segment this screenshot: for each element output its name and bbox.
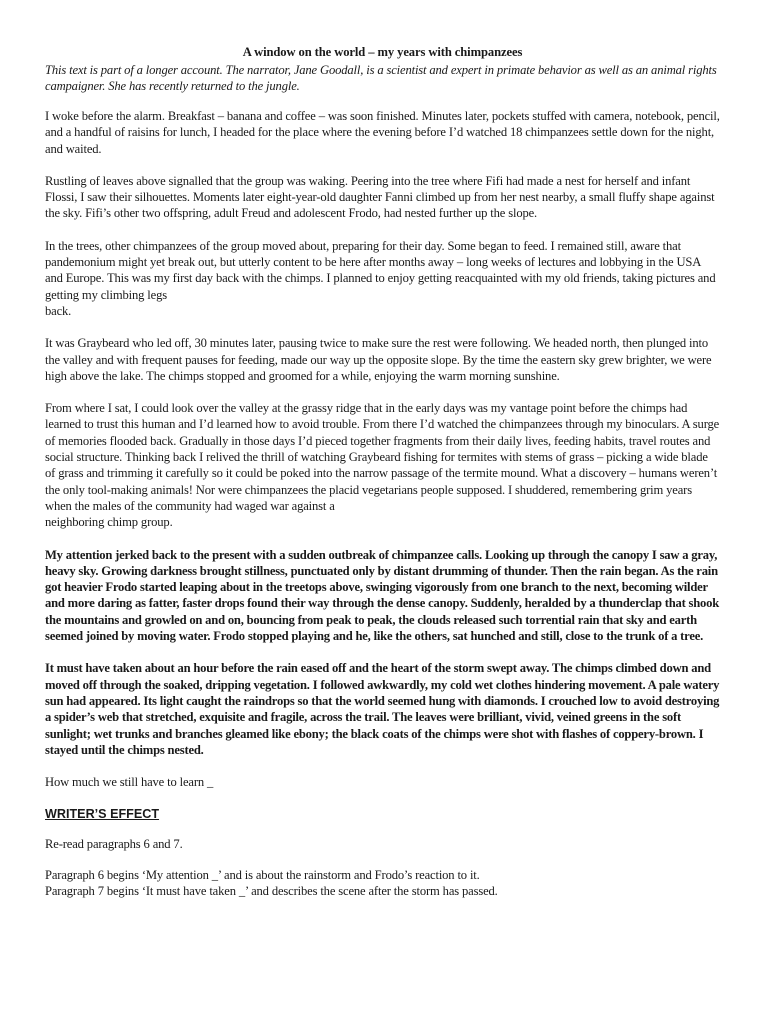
- paragraph-1: [45, 108, 720, 157]
- paragraph-5: [45, 400, 720, 530]
- paragraph-6-text: My attention jerked back to the present with a sudden outbreak of chimpanzee calls. Looking up through the canopy I saw a gray, heavy sky. Growing darkness brought stillness, punctuated only by distant drumming of thunder. Then the rain began. As the rain got heavier Frodo started leaping about in the treetops above, swinging vigorously from one branch to the next, becoming wilder and more daring as fatter, faster drops found their way through the dense canopy. Suddenly, heralded by a thunderclap that shook the mountains and growled on and on, bouncing from peak to peak, the clouds released such torrential rain that sky and earth seemed joined by moving water. Frodo stopped playing and he, like the others, sat hunched and still, close to the trunk of a tree.: [45, 547, 720, 644]
- paragraph-4-text: It was Graybeard who led off, 30 minutes later, pausing twice to make sure the rest were following. We headed north, then plunged into the valley and with frequent pauses for feeding, made our way up the opposite slope. By the time the eastern sky grew brighter, we were high above the lake. The chimps stopped and groomed for a while, enjoying the warm morning sunshine.: [45, 336, 712, 383]
- section-line-2: Paragraph 7 begins ‘It must have taken _’ and describes the scene after the storm has passed.: [45, 883, 498, 898]
- paragraph-3: [45, 238, 720, 319]
- section-instruction: Re-read paragraphs 6 and 7.: [45, 837, 183, 852]
- paragraph-1-text: I woke before the alarm. Breakfast – banana and coffee – was soon finished. Minutes later, pockets stuffed with camera, notebook, pencil, and a handful of raisins for lunch, I headed for the place where the evening before I’d watched 18 chimpanzees settle down for the night, and waited.: [45, 109, 720, 156]
- paragraph-5-text: From where I sat, I could look over the valley at the grassy ridge that in the early days was my vantage point before the chimps had learned to trust this human and I’d learned how to avoid trouble. From there I’d watched the chimpanzees through my binoculars. A surge of memories flooded back. Gradually in those days I’d pieced together fragments from their daily lives, feeding habits, travel routes and social structure. Thinking back I relived the thrill of watching Graybeard fishing for termites with stems of grass – picking a wide blade of grass and trimming it carefully so it could be poked into the narrow passage of the termite mound. What a discovery – humans weren’t the only tool-making animals! Nor were chimpanzees the placid vegetarians people supposed. I shuddered, remembering grim years when the males of the community had waged war against a: [45, 401, 720, 513]
- section-heading: WRITER’S EFFECT: [45, 807, 160, 822]
- paragraph-2: [45, 173, 720, 222]
- paragraph-5-tail: neighboring chimp group.: [45, 515, 173, 530]
- intro-note: This text is part of a longer account. The narrator, Jane Goodall, is a scientist and expert in primate behavior as well as an animal rights campaigner. She has recently returned to the jungle.: [45, 63, 717, 93]
- paragraph-7: [45, 660, 720, 758]
- section-line-1: Paragraph 6 begins ‘My attention _’ and is about the rainstorm and Frodo’s reaction to it.: [45, 867, 480, 882]
- paragraph-6: [45, 547, 720, 645]
- paragraph-7-text: It must have taken about an hour before the rain eased off and the heart of the storm swept away. The chimps climbed down and moved off through the soaked, dripping vegetation. I followed awkwardly, my cold wet clothes hindering movement. A pale watery sun had appeared. Its light caught the raindrops so that the world seemed hung with diamonds. I crouched low to avoid destroying a spider’s web that stretched, exquisite and fragile, across the trail. The leaves were brilliant, vivid, veined greens in the soft sunlight; wet trunks and branches gleamed like ebony; the black coats of the chimps were shot with flashes of coppery-brown. I stayed until the chimps nested.: [45, 661, 720, 757]
- document-title: A window on the world – my years with chimpanzees: [242, 45, 523, 59]
- paragraph-8: [45, 774, 720, 790]
- paragraph-3-text: In the trees, other chimpanzees of the group moved about, preparing for their day. Some began to feed. I remained still, aware that pandemonium might yet break out, but utterly content to be here after months away – long weeks of lectures and lobbying in the USA and Europe. This was my first day back with the chimps. I planned to enjoy getting reacquainted with my old friends, taking pictures and getting my climbing legs: [45, 238, 716, 302]
- paragraph-2-text: Rustling of leaves above signalled that the group was waking. Peering into the tree where Fifi had made a nest for herself and infant Flossi, I saw their silhouettes. Moments later eight-year-old daughter Fanni climbed up from her nest nearby, a small fluffy shape against the sky. Fifi’s other two offspring, adult Freud and adolescent Frodo, had nested further up the slope.: [45, 173, 715, 221]
- paragraph-4: [45, 335, 720, 384]
- paragraph-3-tail: back.: [45, 303, 72, 318]
- paragraph-8-text: How much we still have to learn _: [45, 775, 214, 790]
